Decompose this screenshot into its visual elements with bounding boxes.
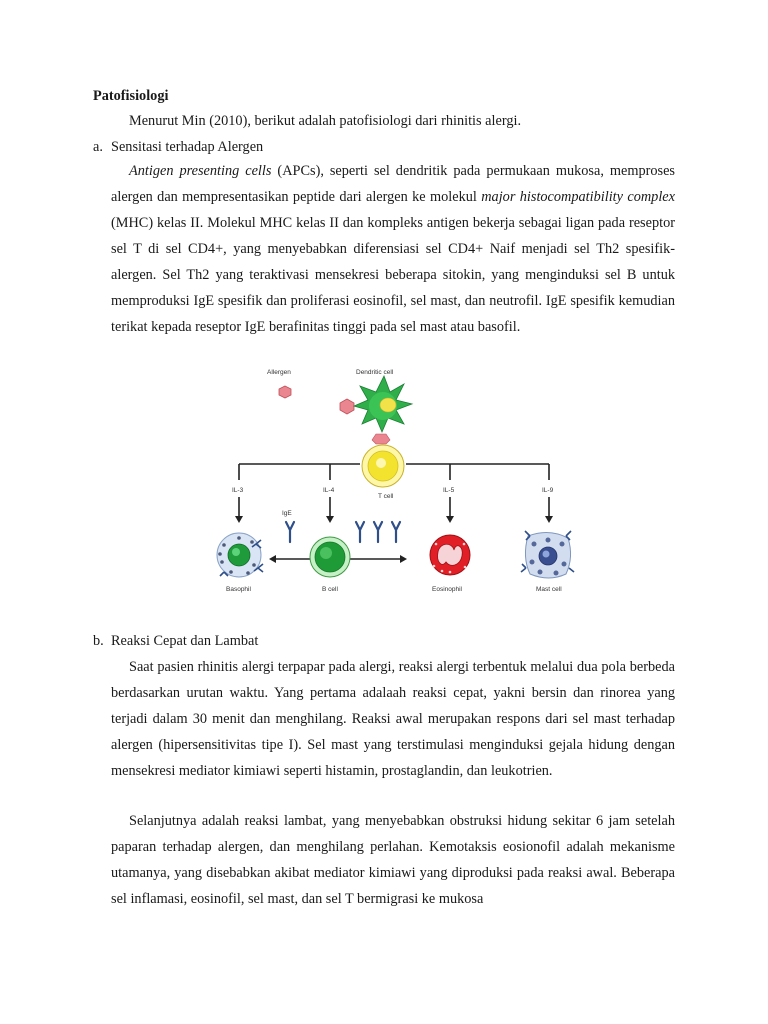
section-a-title: Sensitasi terhadap Alergen [111,139,264,155]
arrowheads [235,516,553,563]
eosinophil-cell [430,535,470,575]
list-marker-a: a. [93,139,103,155]
label-il-5: IL-5 [443,487,455,494]
section-b-paragraph-1: Saat pasien rhinitis alergi terpapar pada alergi, reaksi alergi terbentuk melalui dua pola berbeda berdasarkan urutan waktu. Yang pertama adalaah reaksi cepat, yakni bersin dan rinorea yang terjadi dalam 30 menit dan menghilang. Reaksi awal merupakan respons dari sel mast terhadap alergen (hipersensitivitas tipe I). Sel mast yang terstimulasi menginduksi gejala hidung dengan mensekresi mediator kimiawi seperti histamin, prostaglandin, dan leukotrien. [111,659,675,779]
label-basophil: Basophil [226,586,251,593]
label-il-4: IL-4 [323,487,335,494]
label-mast-cell: Mast cell [536,586,562,593]
section-heading: Patofisiologi [93,88,169,104]
dendritic-cell [354,376,412,432]
label-dendritic-cell: Dendritic cell [356,369,394,376]
list-item-b [93,631,258,651]
basophil-cell [217,533,263,577]
paragraph-text-segment: (APCs), seperti sel dendritik pada permukaan mukosa, memproses alergen dan mempresentasikan peptide dari alergen ke molekul [111,163,675,205]
section-b-paragraph-2: Selanjutnya adalah reaksi lambat, yang menyebabkan obstruksi hidung sekitar 6 jam setelah paparan terhadap alergen, dan menghilang perlahan. Kemotaksis eosionofil adalah mekanisme utamanya, yang disebabkan akibat mediator kimiawi yang diproduksi pada reaksi awal. Beberapa sel inflamasi, eosinofil, sel mast, dan sel T bermigrasi ke mukosa [111,813,675,907]
list-item-a [93,137,263,157]
label-il-9: IL-9 [542,487,554,494]
intro-text: Menurut Min (2010), berikut adalah patofisiologi dari rhinitis alergi. [129,113,522,129]
italic-term-mhc: major histocompatibility complex [481,189,675,205]
allergy-pathway-figure [206,362,578,594]
section-a-paragraph [111,158,675,340]
italic-term-apc: Antigen presenting cells [129,163,272,179]
t-cell [362,445,404,487]
allergen-hexagon [279,386,291,398]
label-eosinophil: Eosinophil [432,586,462,593]
section-b-title: Reaksi Cepat dan Lambat [111,633,259,649]
label-ige: IgE [282,510,292,517]
mast-cell [521,531,574,578]
ige-antibodies [286,522,400,542]
label-b-cell: B cell [322,586,338,593]
label-il-3: IL-3 [232,487,244,494]
b-cell [310,537,350,577]
mhc-complex [372,434,390,444]
paragraph-text-segment: (MHC) kelas II. Molekul MHC kelas II dan kompleks antigen bekerja sebagai ligan pada reseptor sel T di sel CD4+, yang menyebabkan diferensiasi sel CD4+ Naif menjadi sel Th2 spesifik-alergen. Sel Th2 yang teraktivasi mensekresi beberapa sitokin, yang menginduksi sel B untuk memproduksi IgE spesifik dan proliferasi eosinofil, sel mast, dan neutrofil. IgE spesifik kemudian terikat kepada reseptor IgE berafinitas tinggi pada sel mast atau basofil. [111,215,675,335]
label-t-cell: T cell [378,493,394,500]
list-marker-b: b. [93,633,104,649]
label-allergen: Allergen [267,369,291,376]
allergen-hexagon-bound [340,399,354,414]
